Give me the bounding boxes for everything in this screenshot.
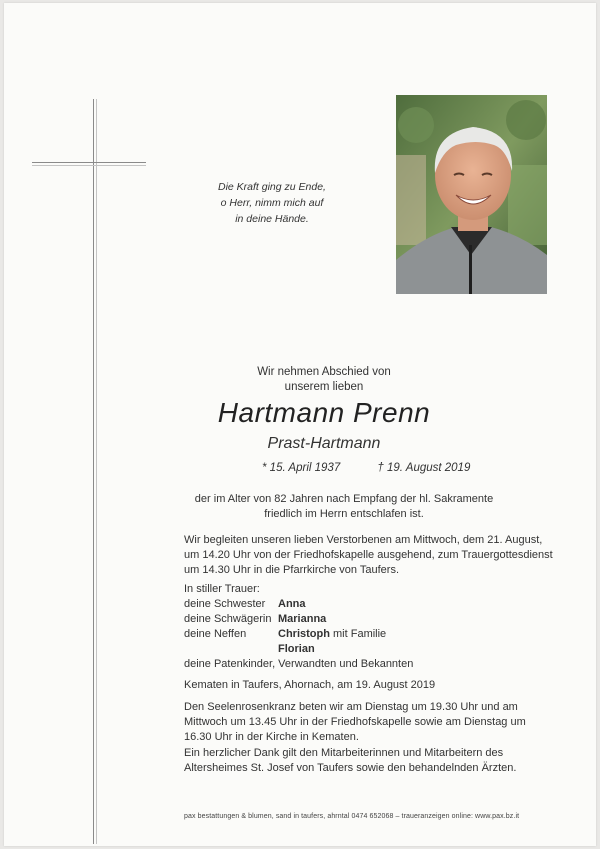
mourners-heading: In stiller Trauer:	[184, 583, 260, 595]
mourner-name: Anna	[278, 598, 306, 610]
quote-line: in deine Hände.	[235, 213, 309, 225]
funeral-line: um 14.30 Uhr in die Pfarrkirche von Taufers.	[184, 564, 400, 576]
birth-date: * 15. April 1937	[262, 462, 341, 474]
age-line: friedlich im Herrn entschlafen ist.	[264, 508, 424, 520]
mourner-name: Christoph mit Familie	[278, 628, 387, 640]
quote-line: o Herr, nimm mich auf	[220, 197, 324, 209]
intro-line: unserem lieben	[284, 381, 364, 393]
intro-text	[204, 365, 444, 395]
obituary-page	[4, 3, 596, 846]
mourners-closing: deine Patenkinder, Verwandten und Bekannten	[184, 658, 414, 670]
cross-vertical-line	[93, 99, 94, 844]
rosary-line: 16.30 Uhr in der Kirche in Kematen.	[184, 731, 359, 743]
funeral-paragraph	[184, 533, 554, 578]
mourner-row	[184, 627, 554, 642]
rosary-line: Mittwoch um 13.45 Uhr in der Friedhofskapelle sowie am Dienstag um	[184, 716, 526, 728]
rosary-line: Den Seelenrosenkranz beten wir am Dienstag um 19.30 Uhr und am	[184, 701, 518, 713]
thanks-line: Altersheimes St. Josef von Taufers sowie den behandelnden Ärzten.	[184, 762, 517, 774]
place-date: Kematen in Taufers, Ahornach, am 19. August 2019	[184, 679, 436, 691]
age-statement	[174, 492, 514, 522]
mourner-row	[184, 642, 554, 657]
cross-vertical-line-shadow	[96, 99, 97, 844]
mourners-block	[184, 582, 554, 672]
mourner-row	[184, 597, 554, 612]
portrait-image	[396, 95, 547, 294]
cross-horizontal-line	[32, 162, 146, 163]
mourner-name: Marianna	[278, 613, 327, 625]
deceased-name: Hartmann Prenn	[217, 397, 431, 428]
cross-horizontal-line-shadow	[32, 165, 146, 166]
footer-imprint: pax bestattungen & blumen, sand in taufers, ahrntal 0474 652068 – traueranzeigen online: www.pax.bz.it	[184, 813, 520, 820]
death-date: † 19. August 2019	[377, 462, 471, 474]
mourner-name: Florian	[278, 643, 315, 655]
quote-line: Die Kraft ging zu Ende,	[218, 181, 326, 193]
funeral-line: Wir begleiten unseren lieben Verstorbenen am Mittwoch, dem 21. August,	[184, 534, 543, 546]
mourner-relation: deine Schwägerin	[184, 613, 272, 625]
rosary-paragraph	[184, 700, 554, 745]
mourner-relation: deine Schwester	[184, 598, 266, 610]
funeral-line: um 14.20 Uhr von der Friedhofskapelle ausgehend, zum Trauergottesdienst	[184, 549, 553, 561]
portrait-photo	[396, 95, 547, 294]
deceased-nickname: Prast-Hartmann	[267, 435, 381, 452]
thanks-line: Ein herzlicher Dank gilt den Mitarbeiterinnen und Mitarbeitern des	[184, 747, 504, 759]
age-line: der im Alter von 82 Jahren nach Empfang der hl. Sakramente	[194, 493, 494, 505]
mourner-relation: deine Neffen	[184, 628, 247, 640]
thanks-paragraph	[184, 746, 554, 776]
mourner-row	[184, 612, 554, 627]
intro-line: Wir nehmen Abschied von	[257, 366, 391, 378]
life-dates	[262, 462, 502, 474]
memorial-quote	[182, 179, 362, 227]
